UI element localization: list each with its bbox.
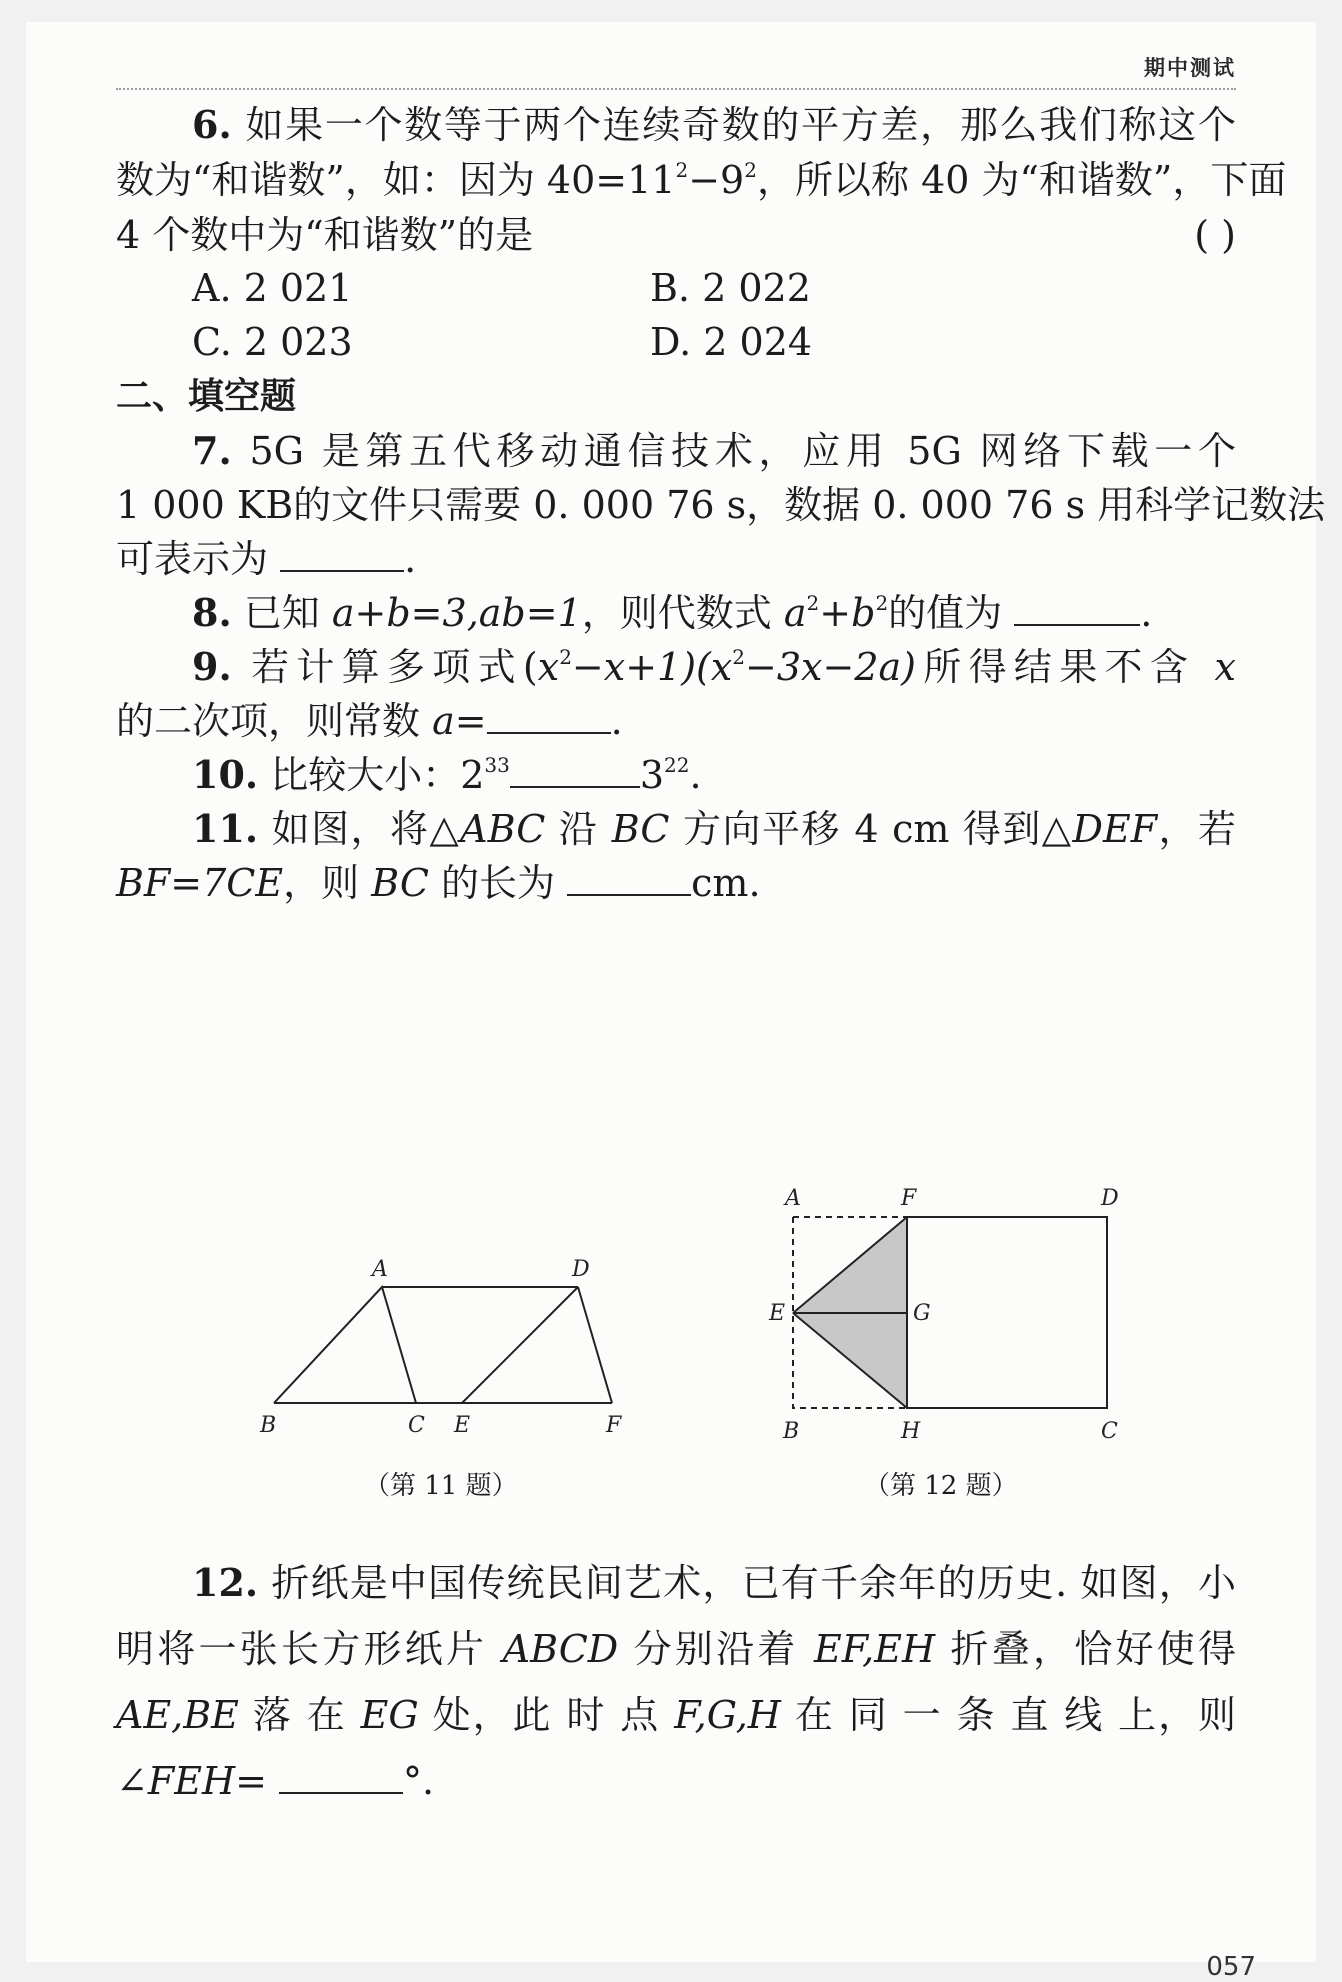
q12-line2	[116, 1621, 1236, 1677]
q8-answer-blank[interactable]	[1014, 594, 1140, 626]
q11-text-1c: 方向平移 4 cm 得到△	[669, 807, 1073, 851]
q9-exp-1: 2	[559, 645, 572, 669]
q6-line3	[116, 207, 1236, 263]
fig12-rectangle	[907, 1217, 1107, 1408]
page-number: 057	[1206, 1952, 1256, 1982]
q7-text-3: 可表示为	[116, 537, 269, 581]
q11-bc: BC	[611, 807, 670, 851]
q9-text-mid1: −x+1)(	[571, 645, 711, 689]
page-header-title: 期中测试	[1144, 56, 1236, 80]
q12-degree: °.	[403, 1759, 435, 1803]
figure-12	[765, 1180, 1135, 1440]
q12-answer-blank[interactable]	[279, 1762, 403, 1794]
q11-number: 11.	[192, 806, 259, 851]
q8-plus: +	[819, 591, 852, 635]
q10-exp-1: 33	[484, 753, 510, 777]
q12-text-3c: 处，此 时 点	[418, 1693, 675, 1737]
q6-option-d[interactable]: D. 2 024	[650, 320, 813, 364]
q6-option-c[interactable]: C. 2 023	[192, 320, 353, 364]
q12-text-3d: 在 同 一 条 直 线 上，则	[780, 1693, 1236, 1737]
q6-exp-1: 2	[675, 158, 689, 182]
q6-exp-2: 2	[744, 158, 757, 182]
fig12-label-c: C	[1101, 1419, 1118, 1440]
q9-a-eq: a=	[432, 699, 487, 743]
q6-number: 6.	[192, 102, 232, 147]
q7-line3: 可表示为 .	[116, 537, 417, 581]
q12-eg: EG	[360, 1693, 419, 1737]
q8-text-mid: ，则代数式	[581, 591, 784, 635]
q9-var-x: x	[1214, 645, 1236, 689]
q12-line3	[116, 1687, 1236, 1743]
q6-text-1: 如果一个数等于两个连续奇数的平方差，那么我们称这个	[245, 103, 1236, 147]
fig12-caption: （第 12 题）	[864, 1471, 1018, 1501]
q6-option-a[interactable]: A. 2 021	[192, 266, 353, 310]
q9-answer-blank[interactable]	[487, 702, 611, 734]
q8-number: 8.	[192, 590, 232, 635]
fig12-label-g: G	[913, 1301, 931, 1326]
fig12-label-b: B	[783, 1419, 800, 1440]
q12-angle: ∠FEH=	[116, 1759, 267, 1803]
q8-text-post: 的值为	[888, 591, 1003, 635]
q11-line2	[116, 855, 1236, 911]
q12-abcd: ABCD	[502, 1627, 619, 1671]
fig11-caption: （第 11 题）	[364, 1471, 518, 1501]
fig11-label-e: E	[454, 1413, 471, 1438]
q12-ae-be: AE,BE	[116, 1693, 239, 1737]
q10-text-pre: 比较大小：2	[270, 753, 485, 797]
q6-line2	[116, 152, 1287, 208]
q11-answer-blank[interactable]	[567, 864, 691, 896]
fig12-label-e: E	[769, 1301, 786, 1326]
fig12-label-f: F	[901, 1186, 917, 1211]
q12-line1	[116, 1555, 1236, 1611]
q11-text-1d: ，若	[1157, 807, 1236, 851]
q9-var-x2: x	[710, 645, 733, 689]
q12-line4	[116, 1753, 1236, 1809]
q12-text-2b: 分别沿着	[618, 1627, 814, 1671]
fig12-label-a: A	[785, 1186, 801, 1211]
q11-abc: ABC	[460, 807, 546, 851]
fig11-triangle-abc	[274, 1287, 416, 1403]
q8-line: 8. 已知 a+b=3,ab=1，则代数式 $a^2+b^2$的值为 .	[192, 590, 1153, 635]
header-divider	[116, 88, 1236, 90]
q6-line1	[116, 97, 1236, 153]
q12-fgh: F,G,H	[674, 1693, 781, 1737]
q9-text-2: 的二次项，则常数	[116, 699, 433, 743]
q7-answer-blank[interactable]	[280, 540, 404, 572]
figure-11	[250, 1250, 630, 1440]
fig11-label-c: C	[408, 1413, 425, 1438]
q11-unit: cm.	[691, 861, 761, 905]
q6-text-2c: ，所以称 40 为“和谐数”，下面	[756, 158, 1287, 202]
q8-var-a: a	[783, 591, 807, 635]
q7-text-1: 5G 是第五代移动通信技术，应用 5G 网络下载一个	[249, 429, 1236, 473]
q9-line2: 的二次项，则常数 a= .	[116, 699, 623, 743]
fig11-de-line	[462, 1287, 578, 1403]
q12-text-1: 折纸是中国传统民间艺术，已有千余年的历史. 如图，小	[271, 1561, 1236, 1605]
fig12-label-h: H	[901, 1419, 921, 1440]
q9-line1	[116, 639, 1236, 695]
q11-eq: BF=7CE	[116, 861, 284, 905]
q6-text-2a: 数为“和谐数”，如：因为 40=11	[116, 158, 676, 202]
q8-var-b: b	[851, 591, 876, 635]
q12-text-2a: 明将一张长方形纸片	[116, 1627, 503, 1671]
q8-text-pre: 已知	[243, 591, 332, 635]
q8-exp-a: 2	[806, 591, 820, 615]
q10-answer-blank[interactable]	[510, 756, 640, 788]
fig11-label-f: F	[606, 1413, 622, 1438]
q9-text-post: 所得结果不含	[915, 645, 1215, 689]
q9-exp-2: 2	[732, 645, 746, 669]
q9-number: 9.	[192, 644, 232, 689]
q12-text-2c: 折叠，恰好使得	[935, 1627, 1236, 1671]
q12-ef-eh: EF,EH	[813, 1627, 936, 1671]
q7-number: 7.	[192, 428, 232, 473]
q10-exp-2: 22	[664, 753, 690, 777]
q7-line2: 1 000 KB的文件只需要 0. 000 76 s，数据 0. 000 76 s 用科学记数法	[116, 483, 1326, 527]
q10-line: 10. 比较大小：$2^{33}$ $3^{22}$.	[192, 752, 702, 797]
q11-bc2: BC	[371, 861, 429, 905]
q12-number: 12.	[192, 1560, 259, 1605]
q11-line1	[116, 801, 1236, 857]
q11-text-1a: 如图，将△	[271, 807, 461, 851]
q9-text-pre: 若计算多项式(	[251, 645, 538, 689]
q11-def: DEF	[1072, 807, 1158, 851]
fig11-df-line	[578, 1287, 612, 1403]
q11-text-2b: 的长为	[428, 861, 556, 905]
q9-text-mid2: −3x−2a)	[745, 645, 916, 689]
q8-exp-b: 2	[875, 591, 889, 615]
q9-var-x1: x	[537, 645, 560, 689]
q8-expr: a+b=3,ab=1	[331, 591, 582, 635]
q6-option-b[interactable]: B. 2 022	[650, 266, 811, 310]
q11-text-1b: 沿	[545, 807, 612, 851]
q6-text-2b: −9	[688, 158, 745, 202]
q7-line1	[116, 423, 1236, 479]
fig11-label-b: B	[260, 1413, 277, 1438]
q12-text-3b: 落 在	[238, 1693, 361, 1737]
q10-number: 10.	[192, 752, 259, 797]
fig11-label-d: D	[572, 1257, 590, 1282]
q11-text-2a: ，则	[283, 861, 372, 905]
section-title: 二、填空题	[116, 376, 297, 417]
q6-text-3: 4 个数中为“和谐数”的是	[116, 213, 534, 257]
q10-base-2: 3	[639, 753, 665, 797]
q6-answer-bracket[interactable]: ( )	[1194, 213, 1236, 257]
fig12-label-d: D	[1101, 1186, 1119, 1211]
fig11-label-a: A	[372, 1257, 388, 1282]
